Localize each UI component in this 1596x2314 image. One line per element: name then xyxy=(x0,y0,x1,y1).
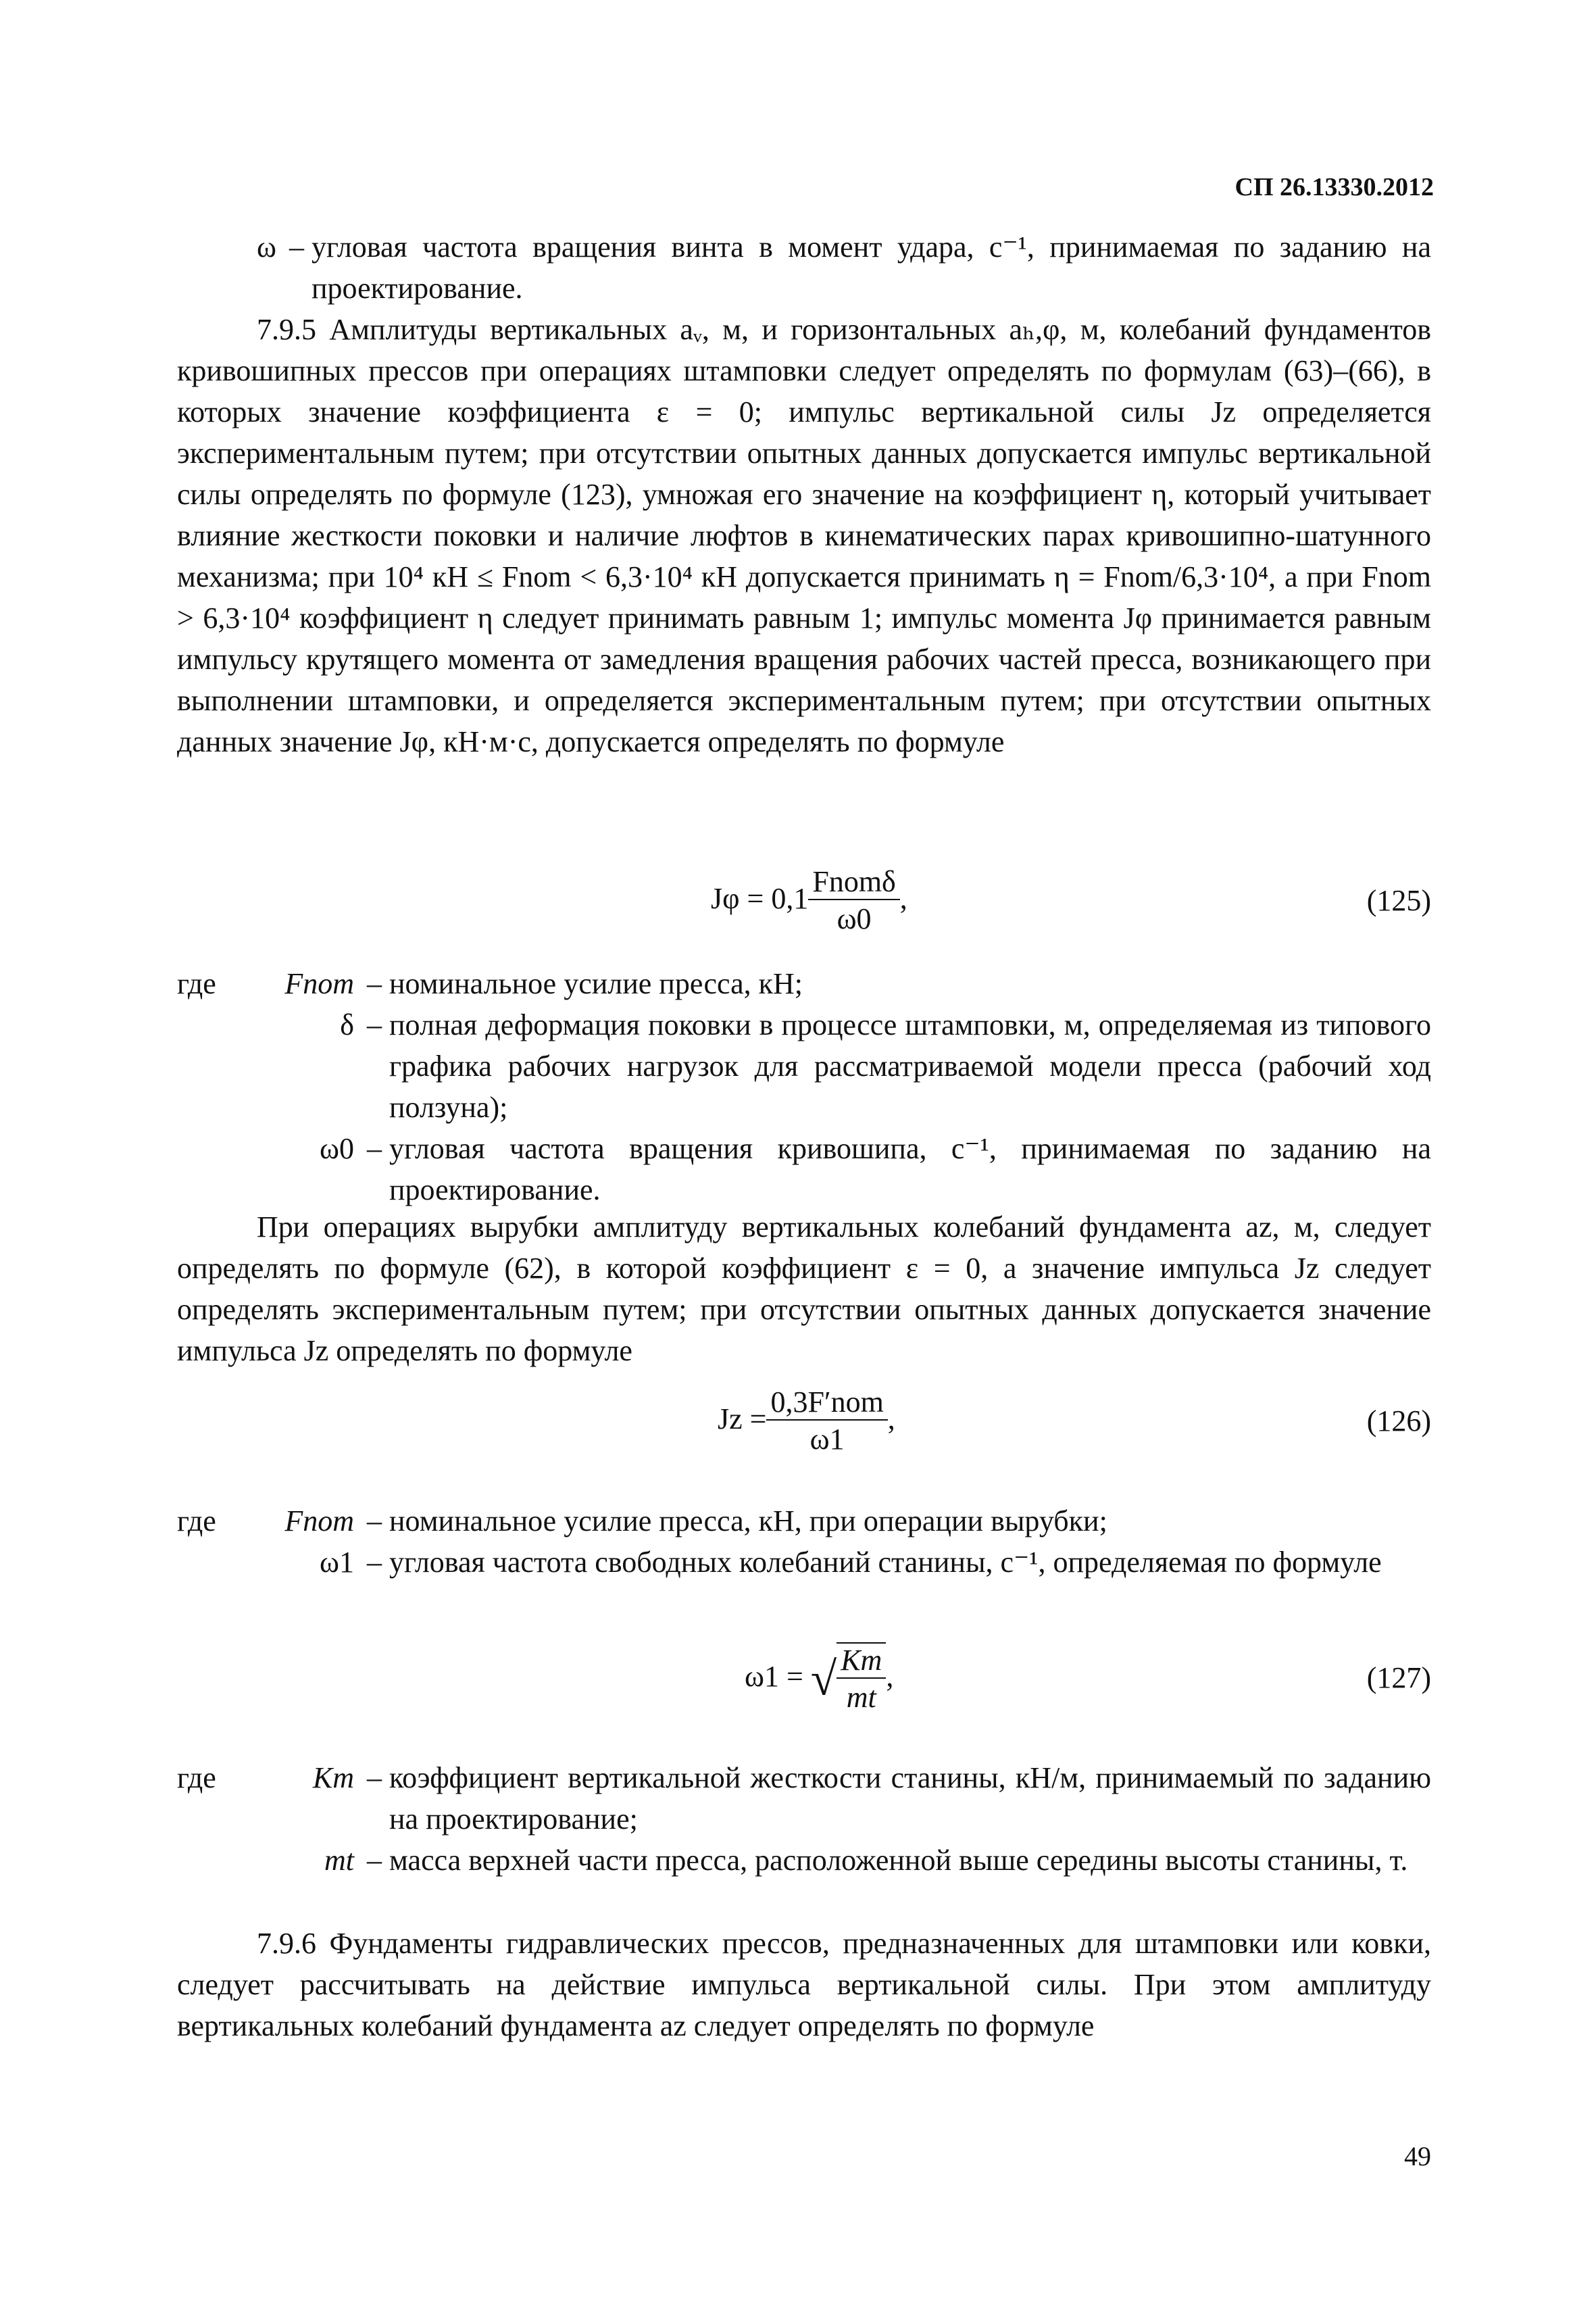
formula-tail: , xyxy=(886,1660,894,1694)
paragraph-cutting xyxy=(177,1206,1431,1371)
section-7-9-5 xyxy=(177,309,1431,762)
symbol-omega: ω xyxy=(257,230,276,264)
paragraph-text: 7.9.5 Амплитуды вертикальных aᵥ, м, и горизонтальных aₕ,φ, м, колебаний фундаментов кривошипных прессов при операциях штамповки следует определять по формулам (63)–(66), в которых значение коэффициента ε = 0; импульс вертикальной силы Jz определяется экспериментальным путем; при отсутствии опытных данных допускается импульс вертикальной силы определять по формуле (123), умножая его значение на коэффициент η, который учитывает влияние жесткости поковки и наличие люфтов в кинематических парах кривошипно-шатунного механизма; при 10⁴ кН ≤ Fnom < 6,3·10⁴ кН допускается принимать η = Fnom/6,3·10⁴, а при Fnom > 6,3·10⁴ коэффициент η следует принимать равным 1; импульс момента Jφ принимается равным импульсу крутящего момента от замедления вращения рабочих частей пресса, возникающего при выполнении штамповки, и определяется экспериментальным путем; при отсутствии опытных данных значение Jφ, кН·м·с, допускается определять по формуле xyxy=(177,313,1431,758)
paragraph-text: При операциях вырубки амплитуду вертикальных колебаний фундамента az, м, следует определять по формуле (62), в которой коэффициент ε = 0, а значение импульса Jz следует определять экспериментальным путем; при отсутствии опытных данных допускается значение импульса Jz определять по формуле xyxy=(177,1210,1431,1367)
definitions-127 xyxy=(177,1757,1431,1881)
formula-expression xyxy=(711,865,907,938)
formula-lhs: Jφ = 0,1 xyxy=(711,882,809,916)
dash: – xyxy=(289,230,304,264)
formula-tail: , xyxy=(887,1402,895,1436)
formula-number: (127) xyxy=(1366,1661,1431,1694)
formula-denominator: mt xyxy=(846,1681,876,1714)
definition-row: где Fnom – номинальное усилие пресса, кН, при операции вырубки; xyxy=(177,1504,1107,1537)
formula-fraction xyxy=(766,1385,887,1458)
definition-row: ω0 – угловая частота вращения кривошипа, с⁻¹, принимаемая по заданию на проектирование. xyxy=(320,1132,1431,1206)
formula-lhs: Jz = xyxy=(718,1402,767,1436)
definition-row: mt – масса верхней части пресса, расположенной выше середины высоты станины, т. xyxy=(324,1844,1408,1877)
formula-denominator: ω0 xyxy=(837,902,872,935)
formula-126 xyxy=(177,1385,1431,1480)
formula-numerator: Fnomδ xyxy=(808,865,899,900)
formula-fraction xyxy=(837,1642,886,1717)
intro-definition xyxy=(177,226,1431,309)
formula-numerator: Km xyxy=(837,1644,886,1679)
formula-denominator: ω1 xyxy=(809,1423,845,1456)
formula-numerator: 0,3F′nom xyxy=(766,1385,887,1421)
definition-row: ω1 – угловая частота свободных колебаний станины, с⁻¹, определяемая по формуле xyxy=(320,1546,1382,1579)
sqrt-sign: √ xyxy=(810,1653,837,1706)
document-code: СП 26.13330.2012 xyxy=(1235,173,1434,201)
formula-fraction xyxy=(808,865,899,938)
formula-expression xyxy=(718,1385,895,1458)
definitions-125 xyxy=(177,963,1431,1210)
section-7-9-6 xyxy=(177,1923,1431,2046)
formula-tail: , xyxy=(899,882,907,916)
definition-row: δ – полная деформация поковки в процессе штамповки, м, определяемая из типового графика рабочих нагрузок для рассматриваемой модели пресса (рабочий ход ползуна); xyxy=(340,1008,1431,1124)
formula-127 xyxy=(177,1642,1431,1737)
formula-number: (126) xyxy=(1366,1404,1431,1437)
formula-number: (125) xyxy=(1366,884,1431,917)
formula-125 xyxy=(177,865,1431,960)
page-number: 49 xyxy=(1404,2141,1431,2171)
formula-expression xyxy=(745,1642,893,1717)
formula-lhs: ω1 = xyxy=(745,1660,803,1694)
definition-text: угловая частота вращения винта в момент удара, с⁻¹, принимаемая по заданию на проектирование. xyxy=(311,230,1431,305)
definitions-126 xyxy=(177,1500,1431,1583)
definition-row: где Km – коэффициент вертикальной жесткости станины, кН/м, принимаемый по заданию на проектирование; xyxy=(177,1761,1431,1836)
paragraph-text: 7.9.6 Фундаменты гидравлических прессов, предназначенных для штамповки или ковки, следует рассчитывать на действие импульса вертикальной силы. При этом амплитуду вертикальных колебаний фундамента az следует определять по формуле xyxy=(177,1927,1431,2042)
definition-row: где Fnom – номинальное усилие пресса, кН; xyxy=(177,967,803,1000)
